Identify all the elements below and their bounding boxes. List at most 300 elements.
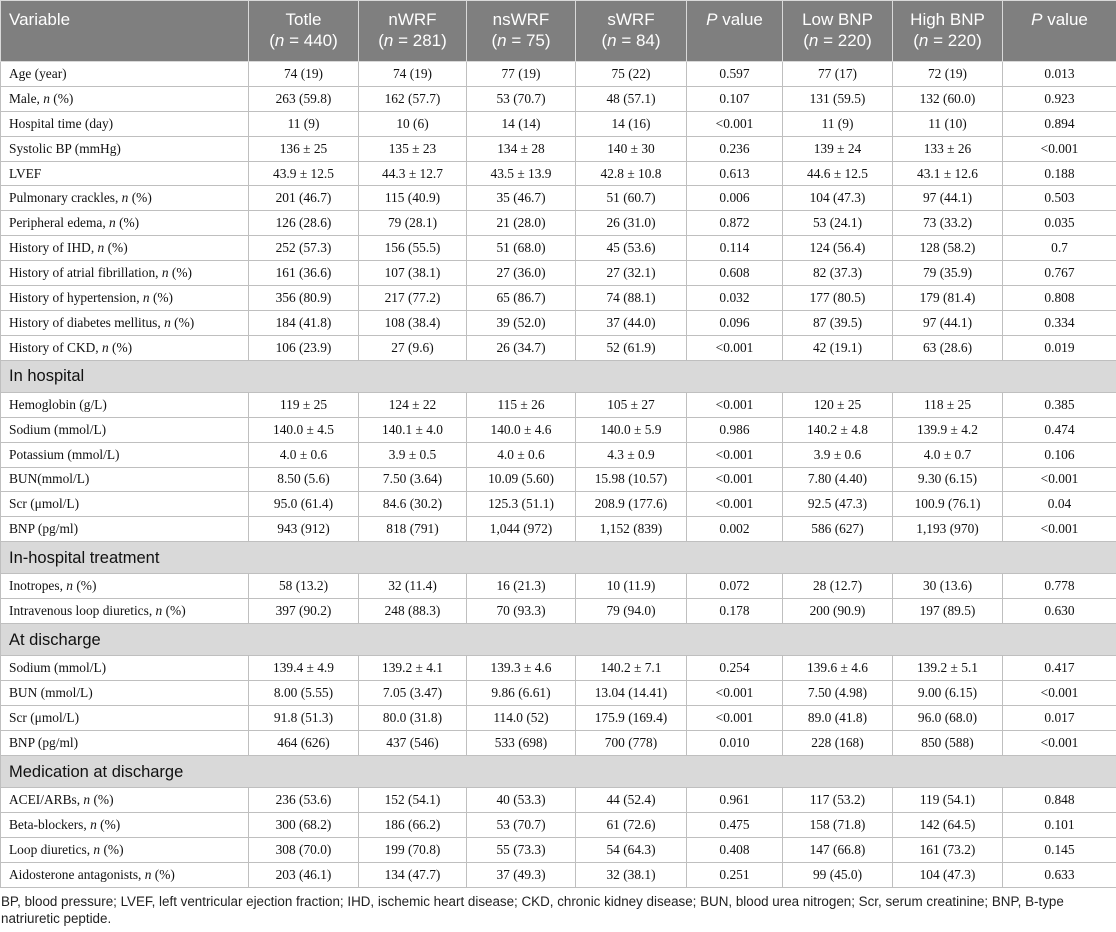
table-cell: <0.001 xyxy=(687,706,783,731)
row-label-tail: (%) xyxy=(100,841,124,857)
row-label-n: n xyxy=(142,289,150,305)
table-cell: 21 (28.0) xyxy=(467,211,576,236)
table-row xyxy=(1,186,1116,211)
row-label-tail: (%) xyxy=(108,339,133,355)
row-label-tail: (%) xyxy=(96,816,121,832)
row-label xyxy=(1,467,249,492)
table-cell: 106 (23.9) xyxy=(249,335,359,360)
row-label-text: Beta-blockers, xyxy=(9,816,91,832)
table-row xyxy=(1,62,1116,87)
table-cell: <0.001 xyxy=(687,442,783,467)
table-cell: 97 (44.1) xyxy=(893,310,1003,335)
table-cell: 32 (11.4) xyxy=(359,574,467,599)
table-cell: 14 (14) xyxy=(467,111,576,136)
table-row xyxy=(1,517,1116,542)
row-label-text: History of IHD, xyxy=(9,240,98,256)
table-cell: 96.0 (68.0) xyxy=(893,706,1003,731)
table-header xyxy=(1,1,1116,62)
table-cell: 132 (60.0) xyxy=(893,86,1003,111)
table-cell: 79 (35.9) xyxy=(893,261,1003,286)
table-cell: 179 (81.4) xyxy=(893,286,1003,311)
row-label xyxy=(1,837,249,862)
row-label-text: Scr (μmol/L) xyxy=(9,496,80,512)
table-cell: 0.002 xyxy=(687,517,783,542)
table-cell: 37 (49.3) xyxy=(467,862,576,887)
row-label-tail: (%) xyxy=(115,215,140,231)
table-cell: 77 (17) xyxy=(783,62,893,87)
table-cell: 139.6 ± 4.6 xyxy=(783,656,893,681)
table-cell: 142 (64.5) xyxy=(893,813,1003,838)
table-cell: 236 (53.6) xyxy=(249,788,359,813)
header-col-6-name: High BNP xyxy=(910,10,985,29)
table-cell: 100.9 (76.1) xyxy=(893,492,1003,517)
table-cell: 0.334 xyxy=(1003,310,1116,335)
table-cell: 1,193 (970) xyxy=(893,517,1003,542)
table-cell: 135 ± 23 xyxy=(359,136,467,161)
row-label-tail: (%) xyxy=(149,289,174,305)
table-cell: 161 (36.6) xyxy=(249,261,359,286)
table-cell: <0.001 xyxy=(1003,136,1116,161)
table-cell: 139.3 ± 4.6 xyxy=(467,656,576,681)
section-row xyxy=(1,755,1116,787)
table-cell: 7.50 (3.64) xyxy=(359,467,467,492)
table-cell: 63 (28.6) xyxy=(893,335,1003,360)
table-cell: 308 (70.0) xyxy=(249,837,359,862)
table-cell: 53 (24.1) xyxy=(783,211,893,236)
row-label-text: Scr (μmol/L) xyxy=(9,710,80,726)
table-cell: 0.630 xyxy=(1003,599,1116,624)
table-cell: 0.417 xyxy=(1003,656,1116,681)
row-label-tail: (%) xyxy=(168,265,192,281)
table-cell: 184 (41.8) xyxy=(249,310,359,335)
table-cell: 156 (55.5) xyxy=(359,236,467,261)
table-cell: 0.633 xyxy=(1003,862,1116,887)
row-label-n: n xyxy=(66,578,73,594)
row-label-n: n xyxy=(164,314,171,330)
table-cell: 140.2 ± 4.8 xyxy=(783,417,893,442)
table-cell: 32 (38.1) xyxy=(576,862,687,887)
table-cell: 437 (546) xyxy=(359,731,467,756)
header-col-7 xyxy=(1003,1,1116,62)
table-row xyxy=(1,335,1116,360)
row-label-text: Sodium (mmol/L) xyxy=(9,660,107,676)
header-col-2-name: nsWRF xyxy=(492,10,550,29)
table-cell: 26 (34.7) xyxy=(467,335,576,360)
header-col-3: sWRF (n = 84) xyxy=(576,1,687,62)
table-cell: 55 (73.3) xyxy=(467,837,576,862)
table-cell: 128 (58.2) xyxy=(893,236,1003,261)
row-label xyxy=(1,417,249,442)
table-cell: 54 (64.3) xyxy=(576,837,687,862)
table-cell: 175.9 (169.4) xyxy=(576,706,687,731)
table-cell: 10 (11.9) xyxy=(576,574,687,599)
table-cell: 248 (88.3) xyxy=(359,599,467,624)
table-cell: 0.107 xyxy=(687,86,783,111)
table-cell: 95.0 (61.4) xyxy=(249,492,359,517)
table-cell: 4.3 ± 0.9 xyxy=(576,442,687,467)
row-label-text: History of hypertension, xyxy=(9,289,143,305)
table-row xyxy=(1,211,1116,236)
table-cell: 228 (168) xyxy=(783,731,893,756)
row-label xyxy=(1,392,249,417)
row-label-text: Age (year) xyxy=(9,65,67,81)
table-cell: 10 (6) xyxy=(359,111,467,136)
table-cell: 1,152 (839) xyxy=(576,517,687,542)
header-row xyxy=(1,1,1116,62)
header-col-7-italic: P xyxy=(1031,10,1043,29)
header-col-4 xyxy=(687,1,783,62)
row-label xyxy=(1,731,249,756)
table-cell: 0.408 xyxy=(687,837,783,862)
table-cell: 0.385 xyxy=(1003,392,1116,417)
table-cell: 0.114 xyxy=(687,236,783,261)
table-row xyxy=(1,286,1116,311)
table-body xyxy=(1,62,1116,888)
table-cell: 1,044 (972) xyxy=(467,517,576,542)
table-cell: 11 (10) xyxy=(893,111,1003,136)
section-row xyxy=(1,624,1116,656)
row-label-tail: (%) xyxy=(170,314,195,330)
row-label xyxy=(1,310,249,335)
table-cell: 70 (93.3) xyxy=(467,599,576,624)
header-col-7-name: value xyxy=(1042,10,1088,29)
table-cell: 74 (19) xyxy=(359,62,467,87)
table-cell: 0.04 xyxy=(1003,492,1116,517)
row-label-text: Potassium (mmol/L) xyxy=(9,446,120,462)
row-label xyxy=(1,574,249,599)
row-label-n: n xyxy=(90,816,97,832)
header-col-3-count: = 84) xyxy=(616,31,661,50)
table-cell: 0.475 xyxy=(687,813,783,838)
header-col-2-count: = 75) xyxy=(506,31,551,50)
table-cell: 37 (44.0) xyxy=(576,310,687,335)
table-cell: 89.0 (41.8) xyxy=(783,706,893,731)
row-label xyxy=(1,517,249,542)
table-row xyxy=(1,813,1116,838)
table-cell: 0.106 xyxy=(1003,442,1116,467)
table-cell: 10.09 (5.60) xyxy=(467,467,576,492)
row-label-text: Loop diuretics, xyxy=(9,841,94,857)
row-label-text: LVEF xyxy=(9,165,42,181)
table-cell: 0.032 xyxy=(687,286,783,311)
table-row xyxy=(1,467,1116,492)
row-label-tail: (%) xyxy=(128,190,152,206)
row-label xyxy=(1,788,249,813)
table-cell: 99 (45.0) xyxy=(783,862,893,887)
table-cell: 26 (31.0) xyxy=(576,211,687,236)
row-label-text: BNP (pg/ml) xyxy=(9,734,79,750)
header-col-5-name: Low BNP xyxy=(802,10,873,29)
table-cell: 27 (32.1) xyxy=(576,261,687,286)
row-label-tail: (%) xyxy=(49,90,74,106)
table-cell: 43.1 ± 12.6 xyxy=(893,161,1003,186)
table-row xyxy=(1,599,1116,624)
row-label-tail: (%) xyxy=(90,792,114,808)
table-cell: 0.013 xyxy=(1003,62,1116,87)
table-cell: 115 ± 26 xyxy=(467,392,576,417)
table-cell: 0.254 xyxy=(687,656,783,681)
table-cell: 117 (53.2) xyxy=(783,788,893,813)
row-label xyxy=(1,236,249,261)
table-cell: 104 (47.3) xyxy=(893,862,1003,887)
table-cell: 464 (626) xyxy=(249,731,359,756)
section-label: At discharge xyxy=(1,624,1116,656)
row-label-n: n xyxy=(83,792,91,808)
header-variable: Variable xyxy=(1,1,249,62)
row-label-text: Hospital time (day) xyxy=(9,115,114,131)
row-label xyxy=(1,161,249,186)
table-cell: 35 (46.7) xyxy=(467,186,576,211)
table-row xyxy=(1,681,1116,706)
table-cell: 13.04 (14.41) xyxy=(576,681,687,706)
table-footnote: BP, blood pressure; LVEF, left ventricular ejection fraction; IHD, ischemic heart disease; CKD, chronic kidney disease; BUN, blood urea nitrogen; Scr, serum creatinine; BNP, B-type natriuretic peptide. xyxy=(1,894,1064,926)
table-cell: 79 (28.1) xyxy=(359,211,467,236)
table-cell: 134 ± 28 xyxy=(467,136,576,161)
header-col-4-italic: P xyxy=(706,10,718,29)
table-cell: 140.2 ± 7.1 xyxy=(576,656,687,681)
table-cell: 45 (53.6) xyxy=(576,236,687,261)
table-cell: 140.0 ± 4.5 xyxy=(249,417,359,442)
table-cell: 74 (88.1) xyxy=(576,286,687,311)
table-cell: 140.0 ± 4.6 xyxy=(467,417,576,442)
row-label xyxy=(1,136,249,161)
row-label-n: n xyxy=(121,190,129,206)
table-cell: 0.613 xyxy=(687,161,783,186)
table-row xyxy=(1,86,1116,111)
row-label-text: Systolic BP (mmHg) xyxy=(9,140,121,156)
row-label-text: History of CKD, xyxy=(9,339,102,355)
table-cell: 300 (68.2) xyxy=(249,813,359,838)
table-row xyxy=(1,111,1116,136)
row-label-text: Inotropes, xyxy=(9,578,67,594)
row-label-n: n xyxy=(109,215,116,231)
header-col-6-count: = 220) xyxy=(928,31,982,50)
row-label-text: BUN (mmol/L) xyxy=(9,685,93,701)
table-row xyxy=(1,261,1116,286)
table-cell: 8.00 (5.55) xyxy=(249,681,359,706)
row-label-n: n xyxy=(93,841,101,857)
row-label-tail: (%) xyxy=(104,240,128,256)
table-cell: 0.072 xyxy=(687,574,783,599)
table-cell: 40 (53.3) xyxy=(467,788,576,813)
table-cell: 119 (54.1) xyxy=(893,788,1003,813)
header-col-6: High BNP (n = 220) xyxy=(893,1,1003,62)
table-row xyxy=(1,862,1116,887)
table-cell: 118 ± 25 xyxy=(893,392,1003,417)
table-cell: 53 (70.7) xyxy=(467,86,576,111)
row-label xyxy=(1,261,249,286)
table-row xyxy=(1,788,1116,813)
table-cell: 114.0 (52) xyxy=(467,706,576,731)
row-label xyxy=(1,62,249,87)
table-row xyxy=(1,492,1116,517)
table-cell: 9.30 (6.15) xyxy=(893,467,1003,492)
table-cell: 186 (66.2) xyxy=(359,813,467,838)
table-cell: 0.096 xyxy=(687,310,783,335)
table-row xyxy=(1,574,1116,599)
table-cell: 0.7 xyxy=(1003,236,1116,261)
table-row xyxy=(1,310,1116,335)
table-cell: 136 ± 25 xyxy=(249,136,359,161)
table-cell: 0.145 xyxy=(1003,837,1116,862)
table-cell: 125.3 (51.1) xyxy=(467,492,576,517)
table-cell: 75 (22) xyxy=(576,62,687,87)
table-cell: 0.894 xyxy=(1003,111,1116,136)
header-col-1-n: n xyxy=(383,31,394,50)
table-cell: 252 (57.3) xyxy=(249,236,359,261)
table-cell: 9.86 (6.61) xyxy=(467,681,576,706)
table-cell: 0.035 xyxy=(1003,211,1116,236)
header-col-4-name: value xyxy=(717,10,763,29)
row-label xyxy=(1,681,249,706)
table-row xyxy=(1,392,1116,417)
table-cell: 87 (39.5) xyxy=(783,310,893,335)
header-col-0-name: Totle xyxy=(285,10,322,29)
table-cell: 73 (33.2) xyxy=(893,211,1003,236)
table-cell: 44 (52.4) xyxy=(576,788,687,813)
table-cell: 0.778 xyxy=(1003,574,1116,599)
row-label-text: ACEI/ARBs, xyxy=(9,792,84,808)
table-cell: 58 (13.2) xyxy=(249,574,359,599)
header-col-2: nsWRF (n = 75) xyxy=(467,1,576,62)
table-cell: 16 (21.3) xyxy=(467,574,576,599)
row-label-text: Pulmonary crackles, xyxy=(9,190,122,206)
row-label-text: Male, xyxy=(9,90,44,106)
table-cell: 586 (627) xyxy=(783,517,893,542)
table-cell: <0.001 xyxy=(687,111,783,136)
row-label xyxy=(1,86,249,111)
table-cell: <0.001 xyxy=(1003,731,1116,756)
table-cell: 263 (59.8) xyxy=(249,86,359,111)
table-cell: 850 (588) xyxy=(893,731,1003,756)
section-row xyxy=(1,542,1116,574)
table-cell: 72 (19) xyxy=(893,62,1003,87)
table-cell: 0.236 xyxy=(687,136,783,161)
table-cell: 158 (71.8) xyxy=(783,813,893,838)
table-cell: <0.001 xyxy=(687,492,783,517)
table-cell: 77 (19) xyxy=(467,62,576,87)
table-cell: 0.010 xyxy=(687,731,783,756)
header-col-5-count: = 220) xyxy=(818,31,872,50)
table-cell: 0.474 xyxy=(1003,417,1116,442)
table-cell: 82 (37.3) xyxy=(783,261,893,286)
table-cell: 162 (57.7) xyxy=(359,86,467,111)
table-cell: 44.3 ± 12.7 xyxy=(359,161,467,186)
table-cell: 0.986 xyxy=(687,417,783,442)
table-cell: 53 (70.7) xyxy=(467,813,576,838)
table-cell: <0.001 xyxy=(1003,467,1116,492)
table-cell: 140 ± 30 xyxy=(576,136,687,161)
table-cell: <0.001 xyxy=(687,467,783,492)
table-cell: 61 (72.6) xyxy=(576,813,687,838)
table-cell: 943 (912) xyxy=(249,517,359,542)
row-label xyxy=(1,286,249,311)
table-cell: 0.872 xyxy=(687,211,783,236)
row-label-tail: (%) xyxy=(72,578,97,594)
table-cell: 124 (56.4) xyxy=(783,236,893,261)
header-col-3-n: n xyxy=(607,31,617,50)
row-label-text: Aidosterone antagonists, xyxy=(9,866,145,882)
row-label xyxy=(1,492,249,517)
table-cell: 0.923 xyxy=(1003,86,1116,111)
row-label xyxy=(1,186,249,211)
table-cell: <0.001 xyxy=(1003,681,1116,706)
row-label xyxy=(1,656,249,681)
section-row xyxy=(1,360,1116,392)
table-cell: 30 (13.6) xyxy=(893,574,1003,599)
table-cell: 134 (47.7) xyxy=(359,862,467,887)
table-cell: 4.0 ± 0.6 xyxy=(249,442,359,467)
table-cell: 124 ± 22 xyxy=(359,392,467,417)
table-cell: 0.006 xyxy=(687,186,783,211)
table-cell: 139.9 ± 4.2 xyxy=(893,417,1003,442)
table-cell: 126 (28.6) xyxy=(249,211,359,236)
table-cell: 0.767 xyxy=(1003,261,1116,286)
row-label-n: n xyxy=(144,866,152,882)
table-cell: 0.961 xyxy=(687,788,783,813)
row-label-text: Hemoglobin (g/L) xyxy=(9,396,107,412)
table-cell: 42 (19.1) xyxy=(783,335,893,360)
row-label-text: Peripheral edema, xyxy=(9,215,110,231)
table-cell: 0.178 xyxy=(687,599,783,624)
row-label xyxy=(1,706,249,731)
table-cell: 92.5 (47.3) xyxy=(783,492,893,517)
table-cell: <0.001 xyxy=(687,335,783,360)
table-cell: 104 (47.3) xyxy=(783,186,893,211)
table-cell: 79 (94.0) xyxy=(576,599,687,624)
table-cell: 3.9 ± 0.5 xyxy=(359,442,467,467)
table-cell: 28 (12.7) xyxy=(783,574,893,599)
row-label-n: n xyxy=(161,265,169,281)
table-cell: 27 (9.6) xyxy=(359,335,467,360)
header-col-6-n: n xyxy=(918,31,929,50)
table-cell: 107 (38.1) xyxy=(359,261,467,286)
table-cell: 0.251 xyxy=(687,862,783,887)
table-cell: 105 ± 27 xyxy=(576,392,687,417)
table-cell: 51 (68.0) xyxy=(467,236,576,261)
table-cell: 0.808 xyxy=(1003,286,1116,311)
row-label-text: Sodium (mmol/L) xyxy=(9,421,107,437)
header-col-5-n: n xyxy=(808,31,819,50)
table-cell: 0.188 xyxy=(1003,161,1116,186)
row-label xyxy=(1,862,249,887)
table-cell: 48 (57.1) xyxy=(576,86,687,111)
table-row xyxy=(1,706,1116,731)
table-cell: 39 (52.0) xyxy=(467,310,576,335)
table-cell: 91.8 (51.3) xyxy=(249,706,359,731)
table-cell: 0.101 xyxy=(1003,813,1116,838)
table-cell: 0.019 xyxy=(1003,335,1116,360)
table-cell: 14 (16) xyxy=(576,111,687,136)
table-cell: 397 (90.2) xyxy=(249,599,359,624)
table-cell: 15.98 (10.57) xyxy=(576,467,687,492)
table-cell: 201 (46.7) xyxy=(249,186,359,211)
table-cell: 65 (86.7) xyxy=(467,286,576,311)
section-label: Medication at discharge xyxy=(1,755,1116,787)
table-cell: 199 (70.8) xyxy=(359,837,467,862)
section-label: In-hospital treatment xyxy=(1,542,1116,574)
row-label-text: BNP (pg/ml) xyxy=(9,521,79,537)
header-col-1-name: nWRF xyxy=(388,10,437,29)
header-col-5: Low BNP (n = 220) xyxy=(783,1,893,62)
table-cell: 43.5 ± 13.9 xyxy=(467,161,576,186)
table-cell: 8.50 (5.6) xyxy=(249,467,359,492)
table-cell: 119 ± 25 xyxy=(249,392,359,417)
row-label xyxy=(1,211,249,236)
table-row xyxy=(1,161,1116,186)
table-cell: 108 (38.4) xyxy=(359,310,467,335)
table-cell: 7.50 (4.98) xyxy=(783,681,893,706)
